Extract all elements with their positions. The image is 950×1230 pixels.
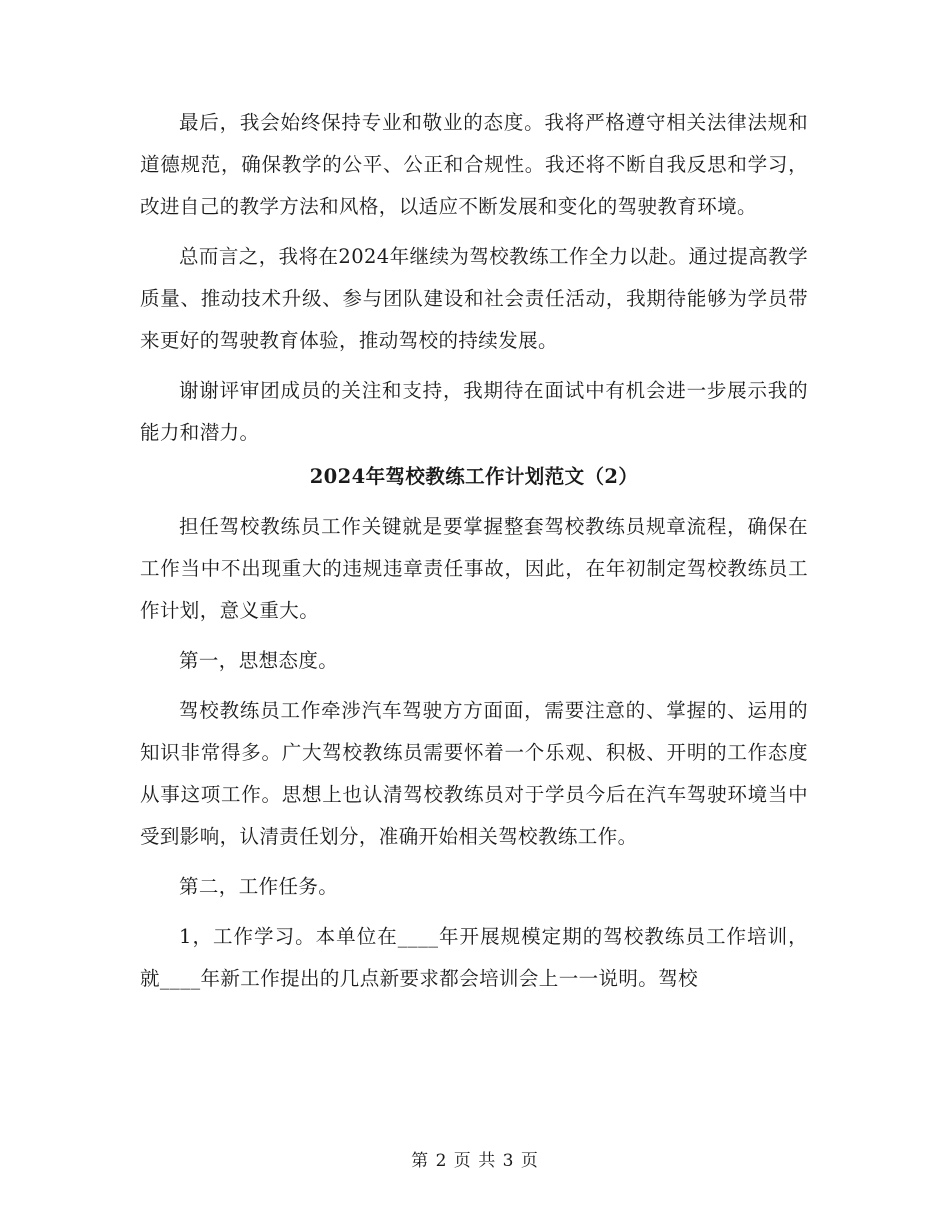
- paragraph-intro: 担任驾校教练员工作关键就是要掌握整套驾校教练员规章流程，确保在工作当中不出现重大的违规违章责任事故，因此，在年初制定驾校教练员工作计划，意义重大。: [140, 515, 808, 622]
- paragraph-thanks: 谢谢评审团成员的关注和支持，我期待在面试中有机会进一步展示我的能力和潜力。: [140, 379, 808, 444]
- section-title: 2024年驾校教练工作计划范文（2）: [309, 465, 639, 488]
- paragraph-point-one: 第一，思想态度。: [179, 649, 339, 672]
- paragraph-attitude: 驾校教练员工作牵涉汽车驾驶方方面面，需要注意的、掌握的、运用的知识非常得多。广大驾校教练员需要怀着一个乐观、积极、开明的工作态度从事这项工作。思想上也认清驾校教练员对于学员今后在汽车驾驶环境当中受到影响，认清责任划分，准确开始相关驾校教练工作。: [140, 699, 808, 848]
- document-body: [140, 102, 808, 1000]
- paragraph-work-study: 1，工作学习。本单位在____年开展规模定期的驾校教练员工作培训，就____年新工作提出的几点新要求都会培训会上一一说明。驾校: [140, 925, 808, 990]
- page-number-footer: 第 2 页 共 3 页: [411, 1151, 539, 1171]
- paragraph-summary: 总而言之，我将在2024年继续为驾校教练工作全力以赴。通过提高教学质量、推动技术升级、参与团队建设和社会责任活动，我期待能够为学员带来更好的驾驶教育体验，推动驾校的持续发展。: [140, 245, 808, 352]
- paragraph-closing-attitude: 最后，我会始终保持专业和敬业的态度。我将严格遵守相关法律法规和道德规范，确保教学的公平、公正和合规性。我还将不断自我反思和学习，改进自己的教学方法和风格，以适应不断发展和变化的驾驶教育环境。: [140, 111, 808, 218]
- paragraph-point-two: 第二，工作任务。: [179, 875, 339, 898]
